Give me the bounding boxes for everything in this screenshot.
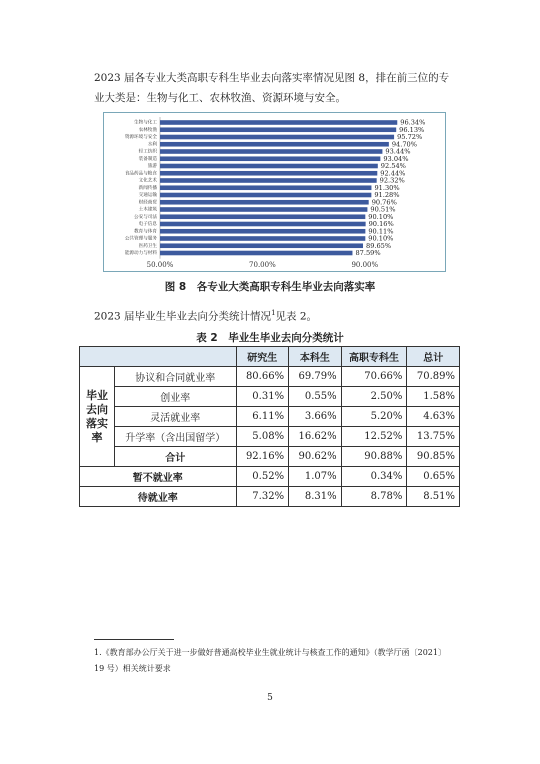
value-label: 90.11% [368,227,394,236]
cell: 69.79% [289,367,342,387]
col-header: 本科生 [289,347,342,367]
col-header: 总计 [407,347,460,367]
x-tick-label: 70.00% [249,261,276,269]
bar [160,164,378,169]
table-row [80,367,460,387]
bar [160,178,377,183]
row-label: 创业率 [115,387,237,407]
value-label: 92.32% [379,176,405,185]
value-label: 95.72% [397,133,423,142]
bar [160,193,371,198]
category-label: 电子信息 [138,222,157,228]
value-label: 87.59% [355,249,381,258]
cell: 0.34% [341,467,407,487]
value-label: 93.44% [385,147,411,156]
cell: 2.50% [341,387,407,407]
value-label: 90.10% [368,212,394,221]
footnote: 1.《教育部办公厅关于进一步做好普通高校毕业生就业统计与核查工作的通知》（教学厅函〔2021〕19 号）相关统计要求 [94,648,446,673]
table-intro-text: 2023 届毕业生毕业去向分类统计情况 [94,310,272,323]
value-label: 90.76% [371,198,397,207]
value-label: 90.10% [368,234,394,243]
cell: 5.20% [341,407,407,427]
bar [160,207,367,212]
bar [160,127,396,132]
value-label: 94.70% [391,140,418,149]
cell: 0.65% [407,467,460,487]
cell: 80.66% [236,367,289,387]
category-label: 土木建筑 [138,207,157,213]
category-label: 公共管理与服务 [124,236,157,242]
footnote-divider [94,639,174,640]
cell: 8.31% [289,487,342,507]
cell: 90.85% [407,447,460,467]
bar [160,200,369,205]
category-label: 水利 [147,142,157,148]
row-label: 合计 [115,447,237,467]
col-header: 高职专科生 [341,347,407,367]
category-label: 农林牧渔 [138,127,157,133]
bar [160,251,352,256]
bar [160,142,389,147]
cell: 90.88% [341,447,407,467]
cell: 70.66% [341,367,407,387]
bar [160,243,363,248]
table-intro-paragraph [94,303,317,327]
value-label: 92.54% [380,162,406,171]
category-label: 生物与化工 [134,120,157,126]
cell: 16.62% [289,427,342,447]
category-label: 资源环境与安全 [124,135,157,141]
bar [160,229,365,234]
cell: 92.16% [236,447,289,467]
x-tick-label: 50.00% [146,261,174,269]
bar [160,135,394,140]
bar-chart [103,112,446,272]
table-row [80,467,460,487]
row-label: 灵活就业率 [115,407,237,427]
bar [160,120,397,125]
table-caption: 表 2 毕业生毕业去向分类统计 [196,332,344,344]
row-label: 升学率（含出国留学） [115,427,237,447]
cell: 6.11% [236,407,289,427]
cell: 8.51% [407,487,460,507]
category-label: 财经商贸 [138,200,157,206]
bar [160,156,380,161]
cell: 0.52% [236,467,289,487]
category-label: 能源动力与材料 [124,251,157,257]
cell: 12.52% [341,427,407,447]
category-label: 旅游 [147,164,157,170]
bar [160,185,371,190]
cell: 0.55% [289,387,342,407]
table-row-total [80,447,460,467]
row-label: 暂不就业率 [80,467,237,487]
cell: 1.07% [289,467,342,487]
category-label: 公安与司法 [134,214,157,220]
table-row [80,427,460,447]
side-label: 毕业去向落实率 [80,367,115,467]
bar [160,149,382,154]
intro-paragraph: 2023 届各专业大类高职专科生毕业去向落实率情况见图 8，排在前三位的专业大类是：生物与化工、农林牧渔、资源环境与安全。 [94,72,450,104]
value-label: 90.16% [368,220,394,229]
category-label: 教育与体育 [134,229,157,235]
table-intro-tail: 见表 2。 [275,310,318,323]
value-label: 93.04% [383,154,409,163]
cell: 13.75% [407,427,460,447]
row-label: 待就业率 [80,487,237,507]
cell: 5.08% [236,427,289,447]
value-label: 92.44% [380,169,406,178]
value-label: 96.34% [400,118,426,127]
figure-caption: 图 8 各专业大类高职专科生毕业去向落实率 [164,281,376,293]
category-label: 食品药品与粮食 [124,171,157,177]
col-header: 研究生 [236,347,289,367]
cell: 4.63% [407,407,460,427]
category-label: 装备制造 [138,156,157,162]
category-label: 轻工纺织 [138,149,157,155]
value-label: 90.51% [370,205,396,214]
footnote-ref[interactable]: 1 [271,309,276,317]
bar [160,171,377,176]
cell: 0.31% [236,387,289,407]
table-row [80,387,460,407]
category-label: 医药卫生 [138,243,157,249]
value-label: 96.13% [399,125,425,134]
bar [160,236,365,241]
row-label: 协议和合同就业率 [115,367,237,387]
stats-table [79,346,460,507]
chart-svg [104,113,445,271]
bar [160,214,365,219]
cell: 7.32% [236,487,289,507]
cell: 70.89% [407,367,460,387]
category-label: 交通运输 [138,193,157,199]
category-label: 文化艺术 [138,178,157,184]
bar [160,222,366,227]
cell: 8.78% [341,487,407,507]
cell: 3.66% [289,407,342,427]
value-label: 89.65% [366,241,392,250]
header-corner [80,347,237,367]
page-number: 5 [267,693,273,703]
value-label: 91.28% [374,191,400,200]
x-tick-label: 90.00% [351,261,379,269]
cell: 90.62% [289,447,342,467]
table-row [80,407,460,427]
category-label: 新闻传播 [138,185,157,191]
cell: 1.58% [407,387,460,407]
table-header-row [80,347,460,367]
value-label: 91.30% [374,183,400,192]
table-row [80,487,460,507]
